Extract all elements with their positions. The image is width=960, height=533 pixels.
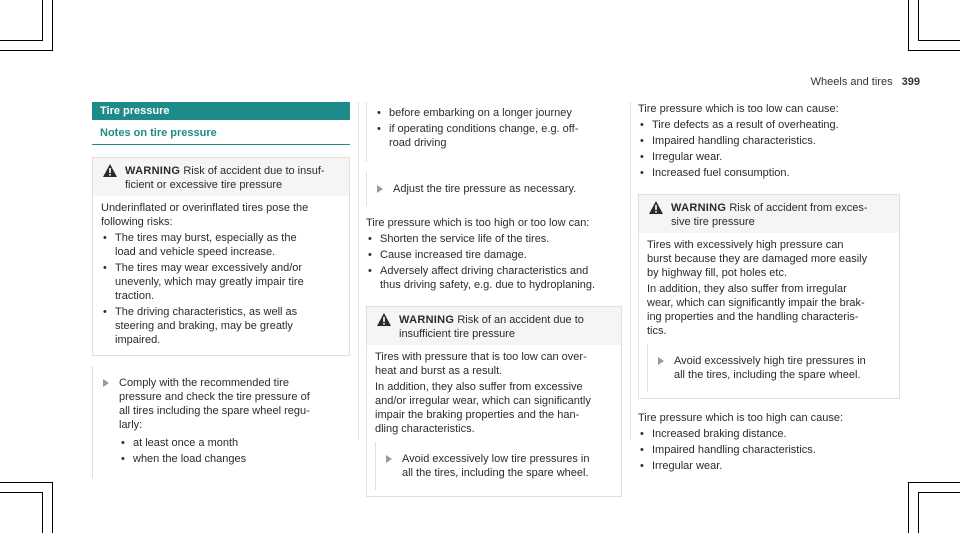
warning-title: Risk of an accident due to: [457, 314, 584, 326]
list-text: • Shorten the service life of the tires.: [380, 233, 550, 245]
warning-text: burst because they are damaged more easily: [647, 253, 868, 265]
risk-list: [101, 231, 341, 347]
warning-text: In addition, they also suffer from irregular: [647, 283, 847, 295]
warning-paragraph: [647, 238, 891, 280]
column-divider: [630, 102, 631, 440]
list-item: • Impaired handling characteristics.: [638, 134, 900, 148]
effects-list: [366, 232, 622, 292]
warning-text: In addition, they also suffer from excessive: [375, 381, 583, 393]
column-2: [366, 102, 622, 505]
warning-label: WARNING: [671, 202, 727, 214]
crop-mark: [0, 492, 42, 493]
crop-mark: [0, 482, 53, 483]
effects-list: [638, 118, 900, 180]
crop-mark: [52, 482, 53, 533]
list-item: • Irregular wear.: [638, 150, 900, 164]
warning-paragraph: [375, 380, 613, 436]
list-text: impaired.: [115, 334, 161, 346]
crop-mark: [908, 0, 909, 51]
list-text: • The tires may burst, especially as the: [115, 232, 297, 244]
crop-mark: [918, 40, 960, 41]
crop-mark: [42, 0, 43, 41]
list-item: • at least once a month: [119, 436, 342, 450]
list-text: steering and braking, may be greatly: [115, 320, 293, 332]
check-list: [375, 106, 614, 150]
crop-mark: [918, 492, 919, 533]
warning-paragraph: [647, 282, 891, 338]
crop-mark: [908, 482, 909, 533]
warning-header: [367, 307, 621, 345]
step-text: larly:: [119, 419, 143, 431]
warning-body: [93, 196, 349, 355]
warning-header: [93, 158, 349, 196]
list-text: • The driving characteristics, as well as: [115, 306, 298, 318]
section-title: Tire pressure: [92, 102, 350, 120]
column-1: [92, 102, 350, 488]
step-text: all the tires, including the spare wheel.: [674, 369, 861, 381]
crop-mark: [42, 492, 43, 533]
crop-mark: [918, 492, 960, 493]
step-arrow-icon: [377, 185, 383, 193]
warning-text: wear, which can significantly impair the brak-: [647, 297, 865, 309]
list-item: • Impaired handling characteristics.: [638, 443, 900, 457]
warning-label: WARNING: [399, 314, 455, 326]
list-item: [366, 232, 622, 246]
column-divider: [358, 102, 359, 440]
crop-mark: [0, 40, 42, 41]
warning-triangle-icon: [377, 313, 391, 326]
column-3: [638, 102, 900, 475]
instruction-continued: [366, 102, 622, 162]
list-item: • Irregular wear.: [638, 459, 900, 473]
crop-mark: [908, 50, 960, 51]
warning-text: ing properties and the handling characteris-: [647, 311, 859, 323]
list-item: • Increased braking distance.: [638, 427, 900, 441]
paragraph: Tire pressure which is too high can cause:: [638, 412, 844, 424]
crop-mark: [908, 482, 960, 483]
warning-text: dling characteristics.: [375, 423, 475, 435]
crop-mark: [918, 0, 919, 41]
list-item: • when the load changes: [119, 452, 342, 466]
list-text: • Adversely affect driving characteristics and: [380, 265, 589, 277]
warning-triangle-icon: [103, 164, 117, 177]
list-item: [101, 305, 341, 347]
chapter-title: Wheels and tires: [810, 76, 893, 88]
warning-triangle-icon: [649, 201, 663, 214]
list-text: • Cause increased tire damage.: [380, 249, 527, 261]
warning-body: [639, 233, 899, 398]
warning-text: following risks:: [101, 216, 173, 228]
warning-header: [639, 195, 899, 233]
warning-text: tics.: [647, 325, 667, 337]
warning-paragraph: [375, 350, 613, 378]
warning-text: and/or irregular wear, which can significantly: [375, 395, 591, 407]
effects-list: [638, 427, 900, 473]
list-text: • if operating conditions change, e.g. off-: [389, 123, 579, 135]
list-item: [101, 231, 341, 259]
warning-label: WARNING: [125, 165, 181, 177]
step-text: Comply with the recommended tire: [119, 377, 289, 389]
instruction-step: [647, 344, 891, 392]
warning-text: Tires with pressure that is too low can over-: [375, 351, 587, 363]
warning-title: Risk of accident due to insuf-: [183, 165, 325, 177]
instruction-step: [92, 366, 350, 478]
warning-box: [366, 306, 622, 497]
warning-text: Tires with excessively high pressure can: [647, 239, 844, 251]
step-text: Avoid excessively low tire pressures in: [402, 453, 590, 465]
crop-mark: [0, 50, 53, 51]
warning-text: by highway fill, pot holes etc.: [647, 267, 788, 279]
warning-text: impair the braking properties and the han-: [375, 409, 580, 421]
list-text: • The tires may wear excessively and/or: [115, 262, 303, 274]
list-item: • Increased fuel consumption.: [638, 166, 900, 180]
list-text: load and vehicle speed increase.: [115, 246, 276, 258]
list-item: [375, 122, 614, 150]
page-number: 399: [901, 76, 920, 88]
warning-box: [92, 157, 350, 356]
list-item: • Tire defects as a result of overheating.: [638, 118, 900, 132]
list-item: [101, 261, 341, 303]
list-item: [366, 248, 622, 262]
list-text: traction.: [115, 290, 155, 302]
list-text: • before embarking on a longer journey: [389, 107, 572, 119]
step-text: all the tires, including the spare wheel.: [402, 467, 589, 479]
list-item: [366, 264, 622, 292]
warning-text: Underinflated or overinflated tires pose the: [101, 202, 309, 214]
step-text: Adjust the tire pressure as necessary.: [393, 183, 577, 195]
subheading: Notes on tire pressure: [92, 120, 350, 145]
warning-title: Risk of accident from exces-: [729, 202, 868, 214]
list-text: unevenly, which may greatly impair tire: [115, 276, 304, 288]
list-text: thus driving safety, e.g. due to hydroplaning.: [380, 279, 596, 291]
check-list: [119, 436, 342, 466]
running-header: [811, 75, 920, 89]
warning-title: sive tire pressure: [671, 216, 755, 228]
paragraph: Tire pressure which is too high or too low can:: [366, 217, 590, 229]
warning-title: ficient or excessive tire pressure: [125, 179, 283, 191]
step-text: pressure and check the tire pressure of: [119, 391, 310, 403]
warning-box: [638, 194, 900, 399]
step-text: all tires including the spare wheel regu-: [119, 405, 310, 417]
step-arrow-icon: [386, 455, 392, 463]
list-text: road driving: [389, 137, 447, 149]
crop-mark: [52, 0, 53, 51]
list-item: [375, 106, 614, 120]
step-text: Avoid excessively high tire pressures in: [674, 355, 866, 367]
instruction-step: [375, 442, 613, 490]
step-arrow-icon: [658, 357, 664, 365]
step-arrow-icon: [103, 379, 109, 387]
warning-title: insufficient tire pressure: [399, 328, 515, 340]
instruction-step: [366, 172, 622, 206]
warning-text: heat and burst as a result.: [375, 365, 503, 377]
warning-body: [367, 345, 621, 496]
paragraph: Tire pressure which is too low can cause:: [638, 103, 839, 115]
